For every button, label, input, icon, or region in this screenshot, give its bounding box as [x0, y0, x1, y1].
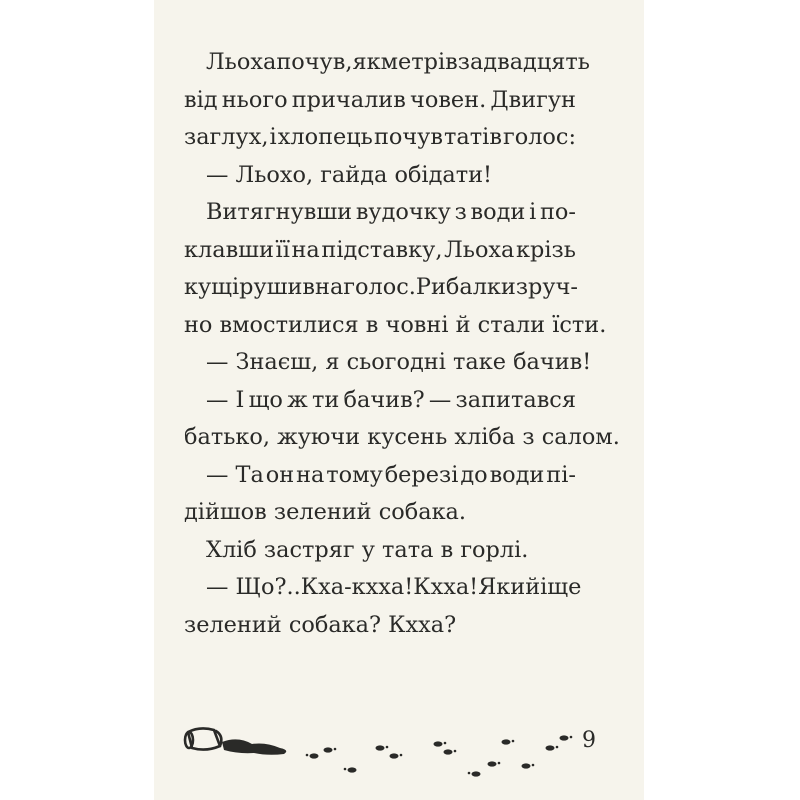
word: голос. — [343, 274, 416, 300]
word: — — [428, 386, 452, 413]
word: ти — [311, 386, 340, 413]
word: води — [470, 199, 526, 225]
word: до — [460, 461, 488, 488]
word: Витягнувши — [206, 199, 353, 225]
word: ж — [287, 386, 308, 413]
word: Рибалки — [415, 274, 516, 300]
text-line — [184, 532, 576, 570]
word: — Що?.. — [206, 574, 301, 600]
text-line — [184, 307, 607, 345]
word: її — [275, 236, 290, 263]
text-line — [184, 269, 576, 307]
text-line — [184, 82, 576, 120]
text-line — [184, 569, 582, 607]
word: з — [454, 199, 467, 225]
word: причалив — [291, 86, 406, 113]
word: татів — [444, 124, 502, 150]
word: клавши — [184, 236, 274, 263]
word: — Льохо, гайда обідати! — [206, 161, 493, 188]
word: і — [269, 124, 277, 150]
word: — І — [206, 386, 245, 413]
word: Льоха — [444, 236, 515, 263]
word: зелений собака? Кхха? — [184, 611, 457, 638]
word: тому — [326, 461, 383, 488]
text-line — [184, 382, 576, 420]
text-line — [184, 44, 590, 82]
word: рушив — [239, 274, 316, 300]
word: заглух, — [184, 124, 269, 150]
word: що — [248, 386, 283, 413]
word: Льоха — [206, 49, 277, 75]
word: голос: — [503, 124, 576, 150]
page-number: 9 — [582, 728, 596, 753]
word: на — [315, 274, 344, 300]
word: метрів — [380, 49, 458, 75]
word: від — [184, 86, 218, 113]
word: по- — [539, 199, 576, 225]
text-line — [184, 607, 576, 645]
word: Кхха! — [413, 574, 479, 600]
word: іще — [540, 574, 582, 600]
word: почув, — [276, 49, 353, 75]
word: нього — [221, 86, 288, 113]
text-line — [184, 157, 576, 195]
word: он — [265, 461, 295, 488]
word: хлопець — [277, 124, 373, 150]
word: дійшов зелений собака. — [184, 499, 467, 525]
word: батько, жуючи кусень хліба з салом. — [184, 424, 620, 450]
word: бачив? — [343, 386, 425, 413]
word: на — [296, 461, 325, 488]
word: вудочку — [355, 199, 451, 225]
word: почув — [373, 124, 443, 150]
word: пі- — [546, 461, 576, 488]
word: на — [291, 236, 320, 263]
text-line — [184, 494, 576, 532]
word: Двигун — [490, 86, 576, 113]
word: кущі — [184, 274, 240, 300]
word: підставку, — [321, 236, 443, 263]
text-line — [184, 457, 576, 495]
word: Кха-кхха! — [300, 574, 414, 600]
word: но вмостилися в човні й стали їсти. — [184, 311, 607, 338]
text-line — [184, 119, 576, 157]
spilled-bucket-and-footprints-icon — [180, 712, 580, 788]
text-line — [184, 194, 576, 232]
word: Хліб застряг у тата в горлі. — [206, 536, 529, 563]
word: за — [457, 49, 484, 75]
word: човен. — [410, 86, 487, 113]
word: і — [529, 199, 537, 225]
word: запитався — [455, 386, 576, 413]
word: двадцять — [483, 49, 590, 75]
text-line — [184, 232, 576, 270]
word: Який — [478, 574, 541, 600]
text-line — [184, 344, 592, 382]
page-text — [184, 44, 620, 644]
word: — Знаєш, я сьогодні таке бачив! — [206, 349, 592, 375]
word: як — [352, 49, 381, 75]
text-line — [184, 419, 620, 457]
word: води — [489, 461, 545, 488]
word: крізь — [516, 236, 576, 263]
word: зруч- — [515, 274, 578, 300]
word: — Та — [206, 461, 264, 488]
word: березі — [384, 461, 459, 488]
